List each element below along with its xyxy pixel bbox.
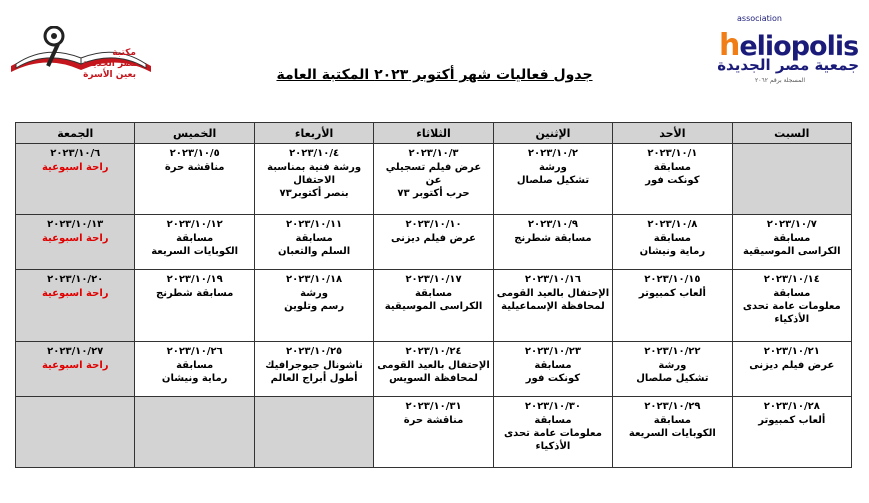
cell-event-line: رماية ونيشان	[161, 372, 228, 384]
cell-event-line: رسم وتلوين	[284, 301, 345, 313]
day-cell-wednesday	[254, 215, 373, 270]
association-arabic-name: جمعية مصر الجديدة	[717, 56, 859, 74]
cell-event-line: بنصر أكتوبر٧٣	[279, 188, 349, 199]
cell-event-line: مناقشة حرة	[164, 162, 225, 173]
cell-event-line: الكراسى الموسيقية	[384, 301, 483, 313]
cell-date: ٢٠٢٣/١٠/٣١	[405, 400, 462, 412]
cell-event-line: مسابقة	[773, 233, 811, 245]
library-logo-line2: مصر الجديدة	[82, 59, 138, 69]
cell-event-line: ألعاب كمبيوتر	[758, 414, 826, 426]
cell-event-line: أطول أبراج العالم	[270, 372, 358, 384]
brand-rest: eliopolis	[739, 31, 859, 62]
cell-date: ٢٠٢٣/١٠/١١	[286, 219, 343, 231]
cell-event-line: ورشة	[300, 288, 329, 300]
cell-date: ٢٠٢٣/١٠/٧	[766, 219, 817, 231]
schedule-body	[16, 144, 852, 468]
day-cell-thursday	[135, 270, 254, 341]
day-cell-sunday	[613, 215, 732, 270]
cell-event-line: عرض فيلم ديزنى	[749, 359, 835, 371]
cell-event-line: مسابقة	[773, 288, 811, 300]
cell-event-line: الكراسى الموسيقية	[743, 246, 841, 258]
day-cell-thursday	[135, 215, 254, 270]
day-cell-friday	[16, 396, 135, 467]
cell-event-line: الإحتفال بالعيد القومى	[377, 359, 490, 371]
cell-event-line: كونكت فور	[525, 372, 581, 384]
day-cell-thursday	[135, 396, 254, 467]
cell-event-line: تشكيل صلصال	[636, 372, 709, 384]
cell-event-line: مسابقة	[295, 233, 333, 245]
day-cell-wednesday	[254, 144, 373, 215]
header-monday: الإثنين	[493, 123, 612, 144]
cell-event-line: مسابقة	[653, 414, 691, 426]
cell-event-line: مسابقة	[534, 359, 572, 371]
cell-event-line: راحة اسبوعية	[41, 233, 109, 245]
cell-event-line: رماية ونيشان	[639, 246, 706, 258]
day-cell-sunday	[613, 144, 732, 215]
day-cell-wednesday	[254, 396, 373, 467]
cell-date: ٢٠٢٣/١٠/٨	[647, 219, 698, 231]
day-cell-saturday	[732, 341, 851, 396]
cell-event-line: مسابقة	[414, 288, 453, 300]
cell-event-line: الإحتفال بالعيد القومى	[496, 288, 610, 300]
header-row	[16, 123, 852, 144]
cell-event-line: مناقشة حرة	[403, 414, 464, 426]
cell-date: ٢٠٢٣/١٠/١٣	[47, 219, 104, 231]
day-cell-thursday	[135, 341, 254, 396]
cell-event-line: الأذكياء	[774, 314, 810, 326]
cell-event-line: تشكيل صلصال	[516, 175, 590, 186]
day-cell-monday	[493, 396, 612, 467]
header-friday: الجمعة	[16, 123, 135, 144]
cell-date: ٢٠٢٣/١٠/١٢	[166, 219, 223, 231]
header-wednesday: الأربعاء	[254, 123, 373, 144]
association-word: association	[737, 14, 782, 23]
cell-date: ٢٠٢٣/١٠/٢١	[763, 345, 820, 357]
library-logo-line3: بعين الأسرة	[83, 70, 136, 80]
cell-event-line: معلومات عامة تحدى	[504, 427, 602, 439]
day-cell-friday	[16, 144, 135, 215]
day-cell-monday	[493, 341, 612, 396]
cell-event-line: مسابقة شطرنج	[155, 288, 234, 300]
day-cell-tuesday	[374, 215, 493, 270]
day-cell-saturday	[732, 144, 851, 215]
cell-event-line: ورشة	[658, 359, 687, 371]
header-thursday: الخميس	[135, 123, 254, 144]
day-cell-wednesday	[254, 270, 373, 341]
table-row	[16, 341, 852, 396]
day-cell-saturday	[732, 396, 851, 467]
cell-event-line: لمحافظة السويس	[389, 372, 478, 384]
page-title-text: جدول فعاليات شهر أكتوبر ٢٠٢٣ المكتبة العامة	[276, 67, 593, 83]
cell-event-line: ناشونال جيوجرافيك	[265, 359, 363, 371]
cell-event-line: ورشة فنية بمناسبة الاحتفال	[267, 162, 362, 186]
cell-event-line: الكوبايات السريعة	[151, 246, 239, 258]
cell-date: ٢٠٢٣/١٠/٢٤	[405, 345, 462, 357]
header-tuesday: الثلاثاء	[374, 123, 493, 144]
brand-letter-h: h	[719, 28, 740, 63]
header-sunday: الأحد	[613, 123, 732, 144]
cell-event-line: الأذكياء	[535, 440, 571, 452]
cell-date: ٢٠٢٣/١٠/١٨	[286, 274, 343, 286]
cell-date: ٢٠٢٣/١٠/٢٠	[47, 274, 104, 286]
cell-event-line: عرض فيلم تسجيلي عن	[385, 162, 482, 186]
day-cell-friday	[16, 270, 135, 341]
cell-event-line: السلم والتعبان	[277, 246, 351, 258]
day-cell-saturday	[732, 215, 851, 270]
cell-event-line: راحة اسبوعية	[41, 288, 109, 300]
cell-date: ٢٠٢٣/١٠/٢٦	[166, 345, 223, 357]
day-cell-tuesday	[374, 144, 493, 215]
schedule-table	[15, 122, 852, 468]
cell-date: ٢٠٢٣/١٠/١٥	[644, 274, 701, 286]
day-cell-tuesday	[374, 341, 493, 396]
day-cell-thursday	[135, 144, 254, 215]
cell-date: ٢٠٢٣/١٠/٢٨	[763, 400, 820, 412]
cell-date: ٢٠٢٣/١٠/٩	[527, 219, 578, 231]
cell-date: ٢٠٢٣/١٠/٢	[527, 148, 578, 159]
cell-date: ٢٠٢٣/١٠/٢٢	[644, 345, 701, 357]
cell-date: ٢٠٢٣/١٠/٣٠	[524, 400, 582, 412]
cell-date: ٢٠٢٣/١٠/١٩	[166, 274, 223, 286]
day-cell-tuesday	[374, 270, 493, 341]
cell-event-line: مسابقة	[176, 233, 214, 245]
cell-event-line: مسابقة	[653, 162, 691, 173]
cell-event-line: حرب أكتوبر ٧٣	[397, 188, 470, 199]
day-cell-monday	[493, 215, 612, 270]
day-cell-saturday	[732, 270, 851, 341]
library-logo-line1: مكتبة	[112, 48, 136, 58]
association-registration: المسجلة برقم ٢٠٦٢	[755, 77, 805, 84]
cell-event-line: مسابقة	[534, 414, 572, 426]
cell-event-line: راحة اسبوعية	[41, 162, 109, 173]
cell-date: ٢٠٢٣/١٠/٢٥	[286, 345, 343, 357]
day-cell-sunday	[613, 396, 732, 467]
cell-date: ٢٠٢٣/١٠/٣	[408, 148, 459, 159]
cell-event-line: مسابقة	[176, 359, 214, 371]
cell-date: ٢٠٢٣/١٠/٤	[289, 148, 340, 159]
cell-date: ٢٠٢٣/١٠/١٤	[763, 274, 820, 286]
table-row	[16, 270, 852, 341]
day-cell-sunday	[613, 270, 732, 341]
day-cell-sunday	[613, 341, 732, 396]
cell-event-line: راحة اسبوعية	[41, 359, 109, 371]
day-cell-monday	[493, 270, 612, 341]
day-cell-friday	[16, 341, 135, 396]
cell-event-line: لمحافظة الإسماعيلية	[501, 301, 605, 313]
page-title	[0, 67, 869, 83]
cell-date: ٢٠٢٣/١٠/١	[647, 148, 698, 159]
cell-event-line: عرض فيلم ديزنى	[391, 233, 477, 245]
cell-date: ٢٠٢٣/١٠/٦	[50, 148, 101, 159]
cell-date: ٢٠٢٣/١٠/٥	[169, 148, 220, 159]
table-row	[16, 215, 852, 270]
cell-date: ٢٠٢٣/١٠/٢٣	[524, 345, 582, 357]
cell-date: ٢٠٢٣/١٠/١٠	[405, 219, 462, 231]
day-cell-friday	[16, 215, 135, 270]
cell-date: ٢٠٢٣/١٠/١٦	[524, 274, 582, 286]
cell-event-line: معلومات عامة تحدى	[742, 301, 841, 313]
table-row	[16, 144, 852, 215]
cell-date: ٢٠٢٣/١٠/٢٧	[47, 345, 104, 357]
cell-event-line: كونكت فور	[645, 175, 700, 186]
cell-event-line: مسابقة شطرنج	[514, 233, 592, 245]
cell-date: ٢٠٢٣/١٠/٢٩	[644, 400, 701, 412]
day-cell-wednesday	[254, 341, 373, 396]
cell-event-line: ألعاب كمبيوتر	[638, 288, 706, 300]
cell-event-line: ورشة	[539, 162, 567, 173]
header-saturday: السبت	[732, 123, 851, 144]
cell-event-line: الكوبايات السريعة	[628, 427, 716, 439]
table-row	[16, 396, 852, 467]
cell-event-line: مسابقة	[653, 233, 691, 245]
day-cell-tuesday	[374, 396, 493, 467]
day-cell-monday	[493, 144, 612, 215]
cell-date: ٢٠٢٣/١٠/١٧	[405, 274, 462, 286]
